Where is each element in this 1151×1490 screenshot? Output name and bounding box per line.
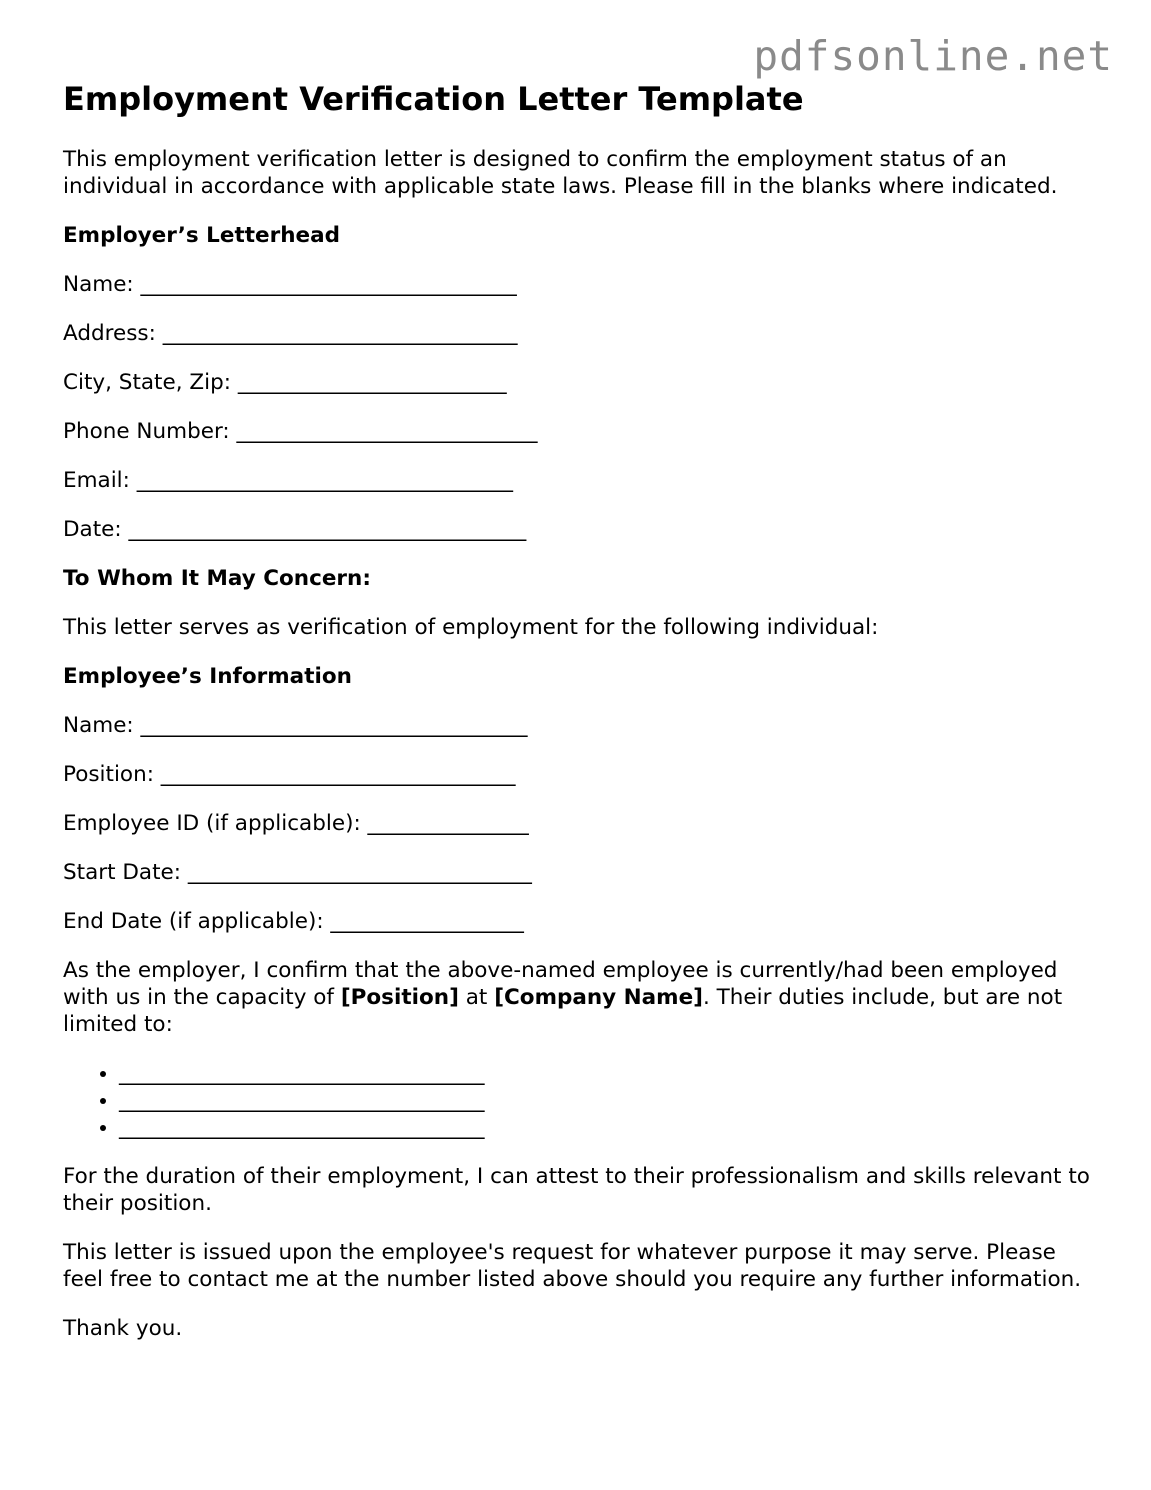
duty-item: • __________________________________	[119, 1060, 1093, 1087]
closing: Thank you.	[63, 1316, 183, 1341]
employer-email-field: Email: ___________________________________	[63, 468, 513, 493]
company-placeholder: [Company Name]	[494, 985, 703, 1010]
intro-paragraph: This employment verification letter is designed to confirm the employment status of an individual in accordance with applicable state laws. Please fill in the blanks where indicated.	[63, 147, 1058, 199]
issued-paragraph: This letter is issued upon the employee's request for whatever purpose it may serve. Please feel free to contact me at the number listed above should you require any further information.	[63, 1240, 1082, 1292]
confirm-paragraph	[63, 957, 1093, 1038]
employee-id-field: Employee ID (if applicable): _______________	[63, 811, 529, 836]
confirm-text-2: at	[458, 985, 495, 1010]
confirm-text-1: As the employer, I confirm that the above-named employee is currently/had been employed with us in the capacity of	[63, 958, 1058, 1010]
duties-list	[63, 1060, 1093, 1141]
employee-start-date-field: Start Date: ________________________________	[63, 860, 532, 885]
serves-paragraph: This letter serves as verification of employment for the following individual:	[63, 615, 879, 640]
document-title: Employment Verification Letter Template	[63, 80, 804, 118]
position-placeholder: [Position]	[340, 985, 459, 1010]
employer-city-field: City, State, Zip: _________________________	[63, 370, 507, 395]
employee-position-field: Position: _________________________________	[63, 762, 516, 787]
employee-end-date-field: End Date (if applicable): __________________	[63, 909, 524, 934]
employer-phone-field: Phone Number: ____________________________	[63, 419, 538, 444]
attest-paragraph: For the duration of their employment, I can attest to their professionalism and skills relevant to their position.	[63, 1164, 1090, 1216]
employee-heading: Employee’s Information	[63, 664, 352, 689]
salutation: To Whom It May Concern:	[63, 566, 371, 591]
confirm-text-3: . Their duties include, but are not limited to:	[63, 985, 1063, 1037]
employer-name-field: Name: ___________________________________	[63, 272, 517, 297]
document-page	[63, 78, 1093, 1364]
employer-heading: Employer’s Letterhead	[63, 223, 340, 248]
duty-item: • __________________________________	[119, 1114, 1093, 1141]
duty-item: • __________________________________	[119, 1087, 1093, 1114]
watermark: pdfsonline.net	[753, 32, 1113, 80]
employer-address-field: Address: _________________________________	[63, 321, 518, 346]
employee-name-field: Name: ____________________________________	[63, 713, 528, 738]
employer-date-field: Date: _____________________________________	[63, 517, 527, 542]
